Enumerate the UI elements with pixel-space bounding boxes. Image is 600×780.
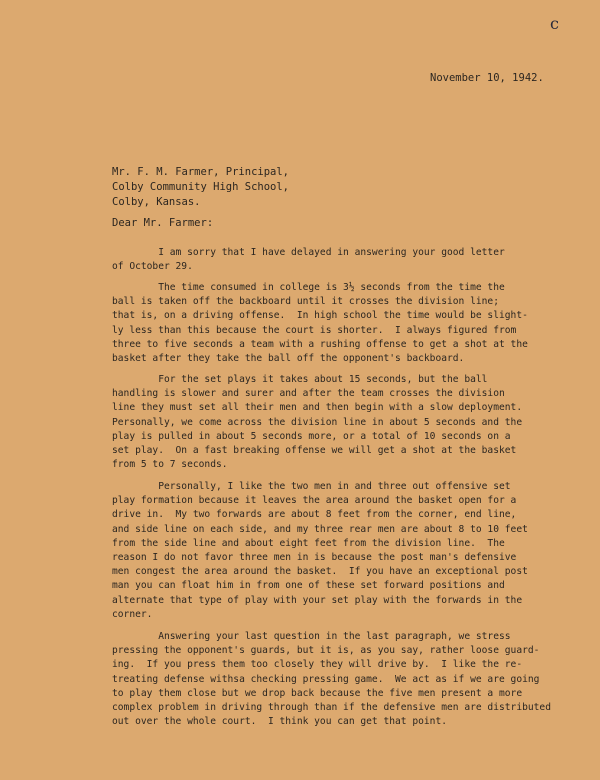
text-line: and side line on each side, and my three rear men are about 8 to 10 feet [112, 523, 528, 535]
text-line: out over the whole court. I think you can get that point. [112, 716, 448, 728]
text-line: basket after they take the ball off the opponent's backboard. [112, 353, 465, 365]
text-line: complex problem in driving through than if the defensive men are distributed [112, 702, 551, 714]
address-line: Mr. F. M. Farmer, Principal, [112, 166, 290, 178]
text-line: set play. On a fast breaking offense we will get a shot at the basket [112, 445, 517, 457]
text-line: of October 29. [112, 261, 193, 273]
text-line: Answering your last question in the last paragraph, we stress [112, 631, 511, 642]
text-line: Personally, we come across the division line in about 5 seconds and the [112, 416, 523, 428]
paragraph-4 [112, 480, 544, 622]
text-line: pressing the opponent's guards, but it is, as you say, rather loose guard- [112, 645, 540, 657]
text-line: Personally, I like the two men in and three out offensive set [112, 481, 511, 492]
text-line: play formation because it leaves the area around the basket open for a [112, 495, 517, 507]
text-line: alternate that type of play with your set play with the forwards in the [112, 594, 523, 606]
text-line: ball is taken off the backboard until it crosses the division line; [112, 296, 499, 308]
text-line: For the set plays it takes about 15 seconds, but the ball [112, 374, 488, 385]
text-line: ly less than this because the court is shorter. I always figured from [112, 324, 517, 336]
text-line: treating defense withsa checking pressing game. We act as if we are going [112, 673, 540, 685]
paragraph-3 [112, 373, 544, 472]
text-line: to play them close but we drop back because the five men present a more [112, 687, 523, 699]
letter-date: November 10, 1942. [430, 72, 544, 84]
text-line: reason I do not favor three men in is because the post man's defensive [112, 552, 517, 564]
paragraph-5 [112, 630, 551, 729]
text-line: I am sorry that I have delayed in answering your good letter [112, 247, 505, 258]
paragraph-1 [112, 246, 544, 274]
address-line: Colby Community High School, [112, 181, 290, 193]
corner-mark: c [550, 14, 559, 33]
text-line: line they must set all their men and then begin with a slow deployment. [112, 402, 523, 414]
text-line: man you can float him in from one of these set forward positions and [112, 580, 505, 592]
text-line: drive in. My two forwards are about 8 feet from the corner, end line, [112, 509, 517, 521]
text-line: from 5 to 7 seconds. [112, 459, 228, 471]
salutation: Dear Mr. Farmer: [112, 217, 214, 229]
text-line: men congest the area around the basket. If you have an exceptional post [112, 566, 528, 578]
text-line: from the side line and about eight feet from the division line. The [112, 537, 505, 549]
text-line: The time consumed in college is 3½ seconds from the time the [112, 282, 505, 293]
text-line: corner. [112, 608, 153, 620]
address-line: Colby, Kansas. [112, 196, 201, 208]
text-line: play is pulled in about 5 seconds more, or a total of 10 seconds on a [112, 430, 511, 442]
paragraph-2 [112, 281, 544, 366]
recipient-address [112, 165, 289, 210]
text-line: three to five seconds a team with a rushing offense to get a shot at the [112, 338, 528, 350]
text-line: that is, on a driving offense. In high school the time would be slight- [112, 310, 528, 322]
text-line: handling is slower and surer and after the team crosses the division [112, 388, 505, 400]
text-line: ing. If you press them too closely they will drive by. I like the re- [112, 659, 523, 671]
